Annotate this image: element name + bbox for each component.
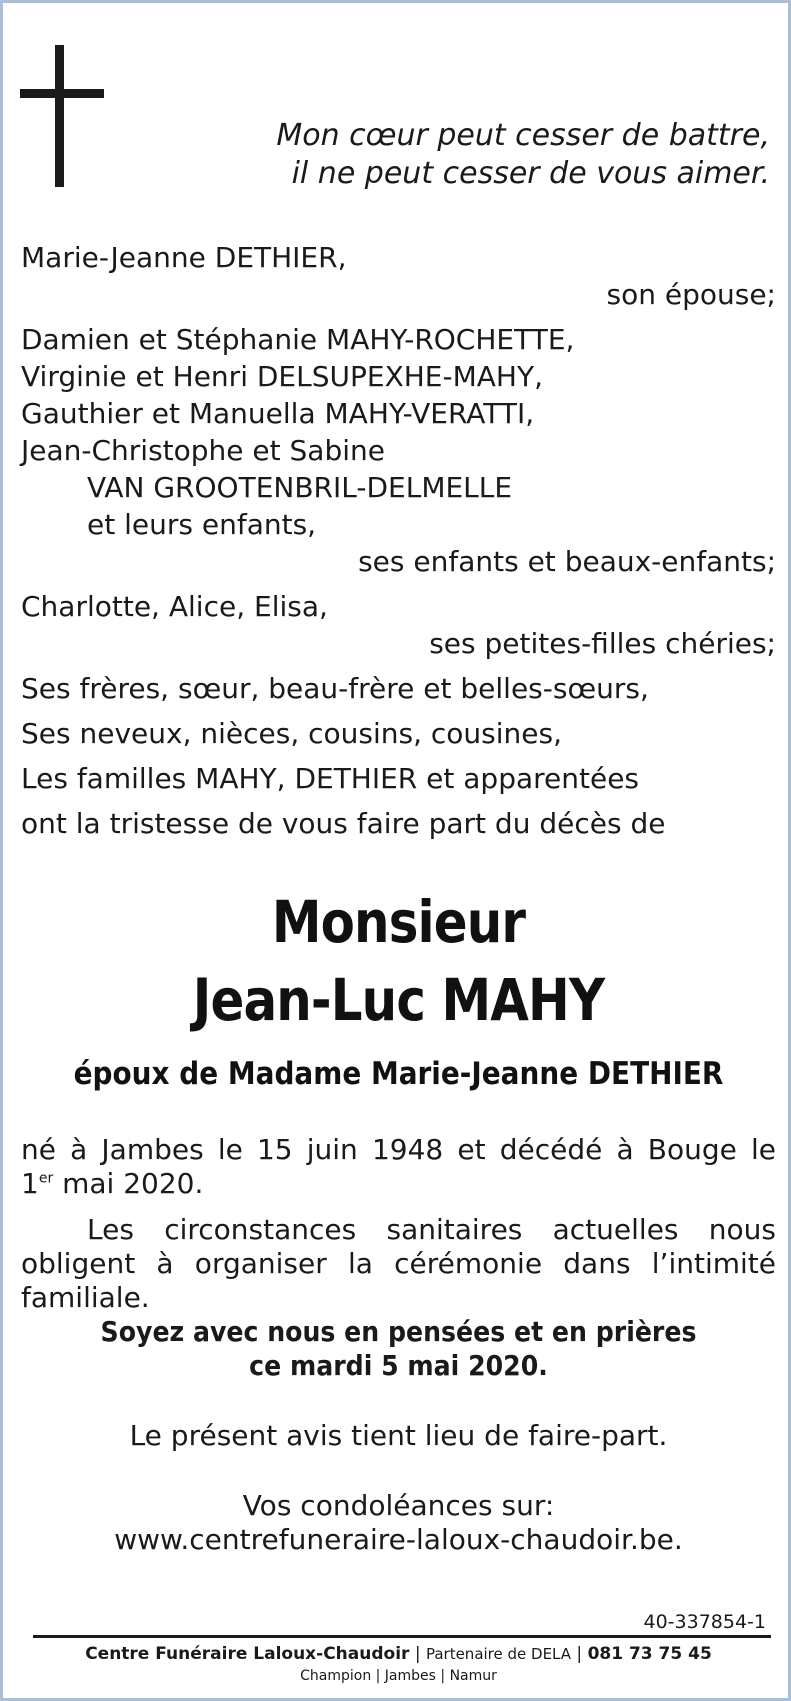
spouse-name: Marie-Jeanne DETHIER,	[21, 241, 347, 274]
circumstances-line: familiale.	[21, 1281, 150, 1314]
footer-main-line	[3, 1642, 791, 1666]
footer	[3, 1642, 791, 1686]
child-line: Jean-Christophe et Sabine	[21, 434, 385, 467]
deceased-spouse-line: époux de Madame Marie-Jeanne DETHIER	[73, 1056, 724, 1092]
birth-death-line: né à Jambes le 15 juin 1948 et décédé à Bouge le	[21, 1133, 776, 1166]
condolences-link[interactable]: www.centrefuneraire-laloux-chaudoir.be.	[114, 1523, 683, 1556]
spouse-role: son épouse;	[606, 278, 776, 311]
deceased-block	[3, 883, 791, 1093]
death-month-year: mai 2020.	[53, 1167, 204, 1200]
epigraph-line: Mon cœur peut cesser de battre,	[276, 118, 770, 153]
footer-separator: |	[571, 1644, 588, 1664]
reference-number: 40-337854-1	[643, 1611, 766, 1633]
death-day: 1	[21, 1167, 39, 1200]
phone-number: 081 73 75 45	[587, 1644, 712, 1664]
notice-line: Le présent avis tient lieu de faire-part.	[129, 1419, 668, 1452]
relatives-line: Les familles MAHY, DETHIER et apparentées	[21, 762, 640, 795]
cross-icon	[20, 45, 104, 187]
epigraph	[276, 117, 770, 193]
epigraph-line: il ne peut cesser de vous aimer.	[291, 156, 770, 191]
announcement-line: ont la tristesse de vous faire part du décès de	[21, 807, 666, 840]
grandchildren-role: ses petites-filles chéries;	[429, 627, 776, 660]
funeral-home-name: Centre Funéraire Laloux-Chaudoir	[85, 1644, 410, 1664]
death-date-line	[21, 1167, 776, 1201]
footer-divider	[33, 1635, 771, 1638]
circumstances-line: obligent à organiser la cérémonie dans l’intimité	[21, 1247, 776, 1280]
invitation-line: Soyez avec nous en pensées et en prières	[100, 1315, 697, 1348]
child-line-indented: et leurs enfants,	[87, 508, 317, 541]
child-line: Damien et Stéphanie MAHY-ROCHETTE,	[21, 323, 575, 356]
details-block	[21, 1133, 776, 1557]
invitation-date-line: ce mardi 5 mai 2020.	[249, 1349, 548, 1382]
children-role: ses enfants et beaux-enfants;	[358, 545, 776, 578]
child-line-indented: VAN GROOTENBRIL-DELMELLE	[87, 471, 513, 504]
child-line: Virginie et Henri DELSUPEXHE-MAHY,	[21, 360, 543, 393]
death-day-suffix: er	[38, 1170, 54, 1187]
circumstances-line: Les circonstances sanitaires actuelles nous	[87, 1213, 776, 1246]
relatives-line: Ses neveux, nièces, cousins, cousines,	[21, 717, 563, 750]
footer-separator: |	[409, 1644, 426, 1664]
family-list	[21, 239, 776, 842]
partner-label: Partenaire de DELA	[425, 1645, 572, 1663]
grandchildren-names: Charlotte, Alice, Elisa,	[21, 590, 328, 623]
deceased-honorific: Monsieur	[271, 888, 526, 956]
footer-locations: Champion | Jambes | Namur	[300, 1668, 497, 1684]
relatives-line: Ses frères, sœur, beau-frère et belles-sœurs,	[21, 672, 649, 705]
deceased-name: Jean-Luc MAHY	[192, 966, 605, 1034]
child-line: Gauthier et Manuella MAHY-VERATTI,	[21, 397, 535, 430]
condolences-label: Vos condoléances sur:	[242, 1489, 555, 1522]
